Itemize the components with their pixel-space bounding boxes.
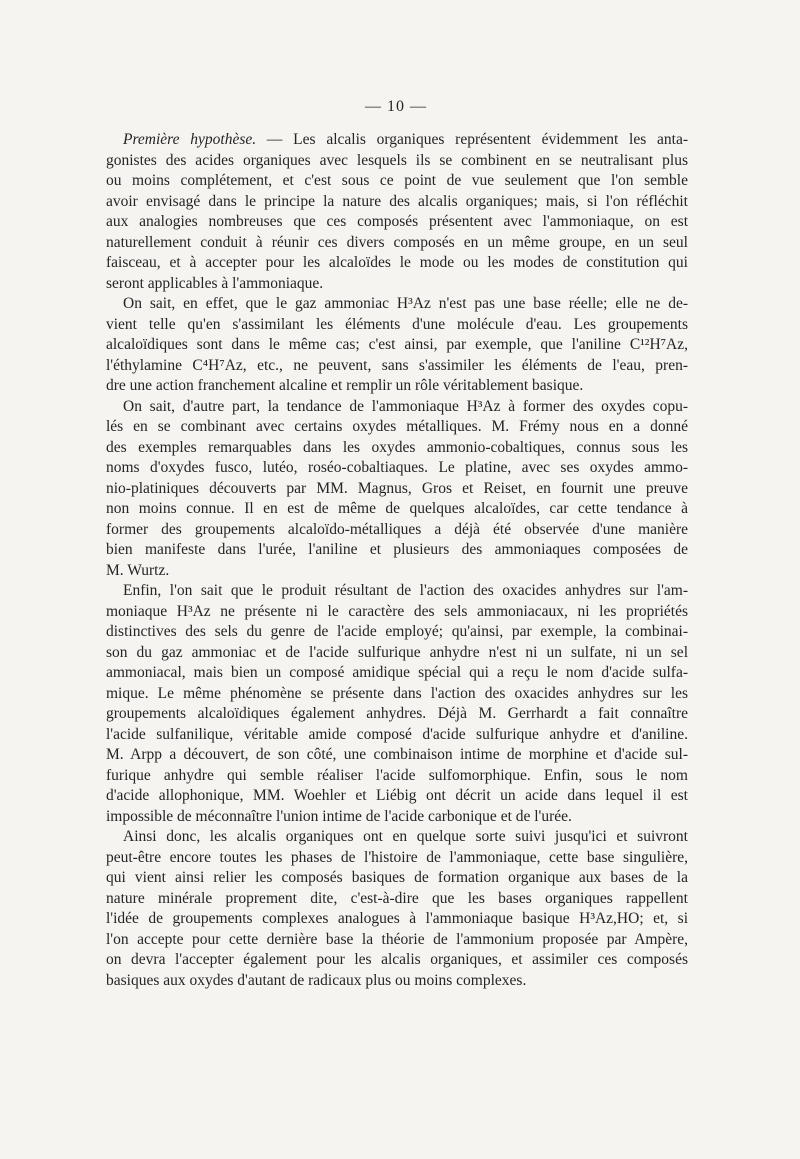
text-line: aux analogies nombreuses que ces composés présentent avec l'ammoniaque, on est	[106, 213, 688, 230]
line-text: — Les alcalis organiques représentent évidemment les anta-	[266, 131, 688, 148]
text-line: impossible de méconnaître l'union intime de l'acide carbonique et de l'urée.	[106, 807, 572, 825]
text-line: avoir envisagé dans le principe la nature des alcalis organiques; mais, si l'on réfléchit	[106, 192, 688, 210]
text-line: l'idée de groupements complexes analogues à l'ammoniaque basique H³Az,HO; et, si	[106, 910, 688, 927]
paragraph	[106, 827, 688, 991]
text-line: vient telle qu'en s'assimilant les éléments d'une molécule d'eau. Les groupements	[106, 315, 688, 333]
text-line: nature minérale proprement dite, c'est-à-dire que les bases organiques rappellent	[106, 889, 688, 907]
text-line: groupements alcaloïdiques également anhydres. Déjà M. Gerrhardt a fait connaître	[106, 705, 688, 722]
text-line: on devra l'accepter également pour les alcalis organiques, et assimiler ces composés	[106, 951, 688, 968]
text-line: qui vient ainsi relier les composés basiques de formation organique aux bases de la	[106, 869, 688, 886]
text-line: distinctives des sels du genre de l'acide employé; qu'ainsi, par exemple, la combinai-	[106, 623, 688, 640]
text-line: noms d'oxydes fusco, lutéo, roséo-cobaltiaques. Le platine, avec ses oxydes ammo-	[106, 459, 688, 476]
paragraph	[106, 581, 688, 827]
text-line: moniaque H³Az ne présente ni le caractère des sels ammoniacaux, ni les propriétés	[106, 602, 688, 620]
text-line: On sait, en effet, que le gaz ammoniac H³Az n'est pas une base réelle; elle ne de-	[123, 295, 688, 312]
text-line: ou moins complétement, et c'est sous ce point de vue seulement que l'on semble	[106, 172, 688, 189]
text-line: des exemples remarquables dans les oxydes ammonio-cobaltiques, connus sous les	[106, 438, 688, 456]
text-line: peut-être encore toutes les phases de l'histoire de l'ammoniaque, cette base singulière,	[106, 848, 688, 866]
text-line: bien manifeste dans l'urée, l'aniline et plusieurs des ammoniaques composées de	[106, 541, 688, 558]
text-line: basiques aux oxydes d'autant de radicaux plus ou moins complexes.	[106, 971, 527, 989]
text-line: nio-platiniques découverts par MM. Magnus, Gros et Reiset, en fournit une preuve	[106, 479, 688, 497]
text-line: former des groupements alcaloïdo-métalliques a déjà été observée d'une manière	[106, 520, 688, 538]
paragraph	[106, 130, 688, 294]
text-line: faisceau, et à accepter pour les alcaloïdes le mode ou les modes de constitution qui	[106, 254, 688, 271]
text-line: naturellement conduit à réunir ces divers composés en un même groupe, en un seul	[106, 233, 688, 251]
text-line: Enfin, l'on sait que le produit résultant de l'action des oxacides anhydres sur l'am-	[123, 582, 688, 599]
text-line: ammoniacal, mais bien un composé amidique spécial qui a reçu le nom d'acide sulfa-	[106, 664, 688, 681]
text-line: l'acide sulfanilique, véritable amide composé d'acide sulfurique anhydre et d'aniline.	[106, 725, 688, 743]
text-line: non moins connue. Il en est de même de quelques alcaloïdes, car cette tendance à	[106, 500, 688, 517]
text-line: d'acide allophonique, MM. Woehler et Liébig ont décrit un acide dans lequel il est	[106, 787, 688, 804]
text-line: son du gaz ammoniac et de l'acide sulfurique anhydre n'est ni un sulfate, ni un sel	[106, 643, 688, 661]
text-line: lés en se combinant avec certains oxydes métalliques. M. Frémy nous en a donné	[106, 418, 688, 435]
paragraph	[106, 397, 688, 582]
text-line: M. Arpp a découvert, de son côté, une combinaison intime de morphine et d'acide sul-	[106, 746, 688, 763]
text-line: gonistes des acides organiques avec lesquels ils se combinent en se neutralisant plus	[106, 151, 688, 169]
text-line: Ainsi donc, les alcalis organiques ont en quelque sorte suivi jusqu'ici et suivront	[123, 828, 688, 845]
paragraph	[106, 294, 688, 397]
page-number: — 10 —	[365, 98, 427, 115]
text-line: l'on accepte pour cette dernière base la théorie de l'ammonium proposée par Ampère,	[106, 930, 688, 948]
text-line: mique. Le même phénomène se présente dans l'action des oxacides anhydres sur les	[106, 684, 688, 702]
section-heading: Première hypothèse.	[123, 131, 257, 148]
text-line: alcaloïdiques sont dans le même cas; c'est ainsi, par exemple, que l'aniline C¹²H⁷Az,	[106, 336, 688, 353]
text-line: seront applicables à l'ammoniaque.	[106, 274, 324, 292]
text-line: M. Wurtz.	[106, 561, 170, 579]
body-text	[106, 130, 688, 991]
text-line: On sait, d'autre part, la tendance de l'ammoniaque H³Az à former des oxydes copu-	[123, 397, 688, 415]
text-line	[106, 130, 688, 151]
text-line: dre une action franchement alcaline et remplir un rôle véritablement basique.	[106, 377, 584, 394]
text-line: furique anhydre qui semble réaliser l'acide sulfomorphique. Enfin, sous le nom	[106, 766, 688, 784]
text-line: l'éthylamine C⁴H⁷Az, etc., ne peuvent, sans s'assimiler les éléments de l'eau, pren-	[106, 356, 688, 374]
